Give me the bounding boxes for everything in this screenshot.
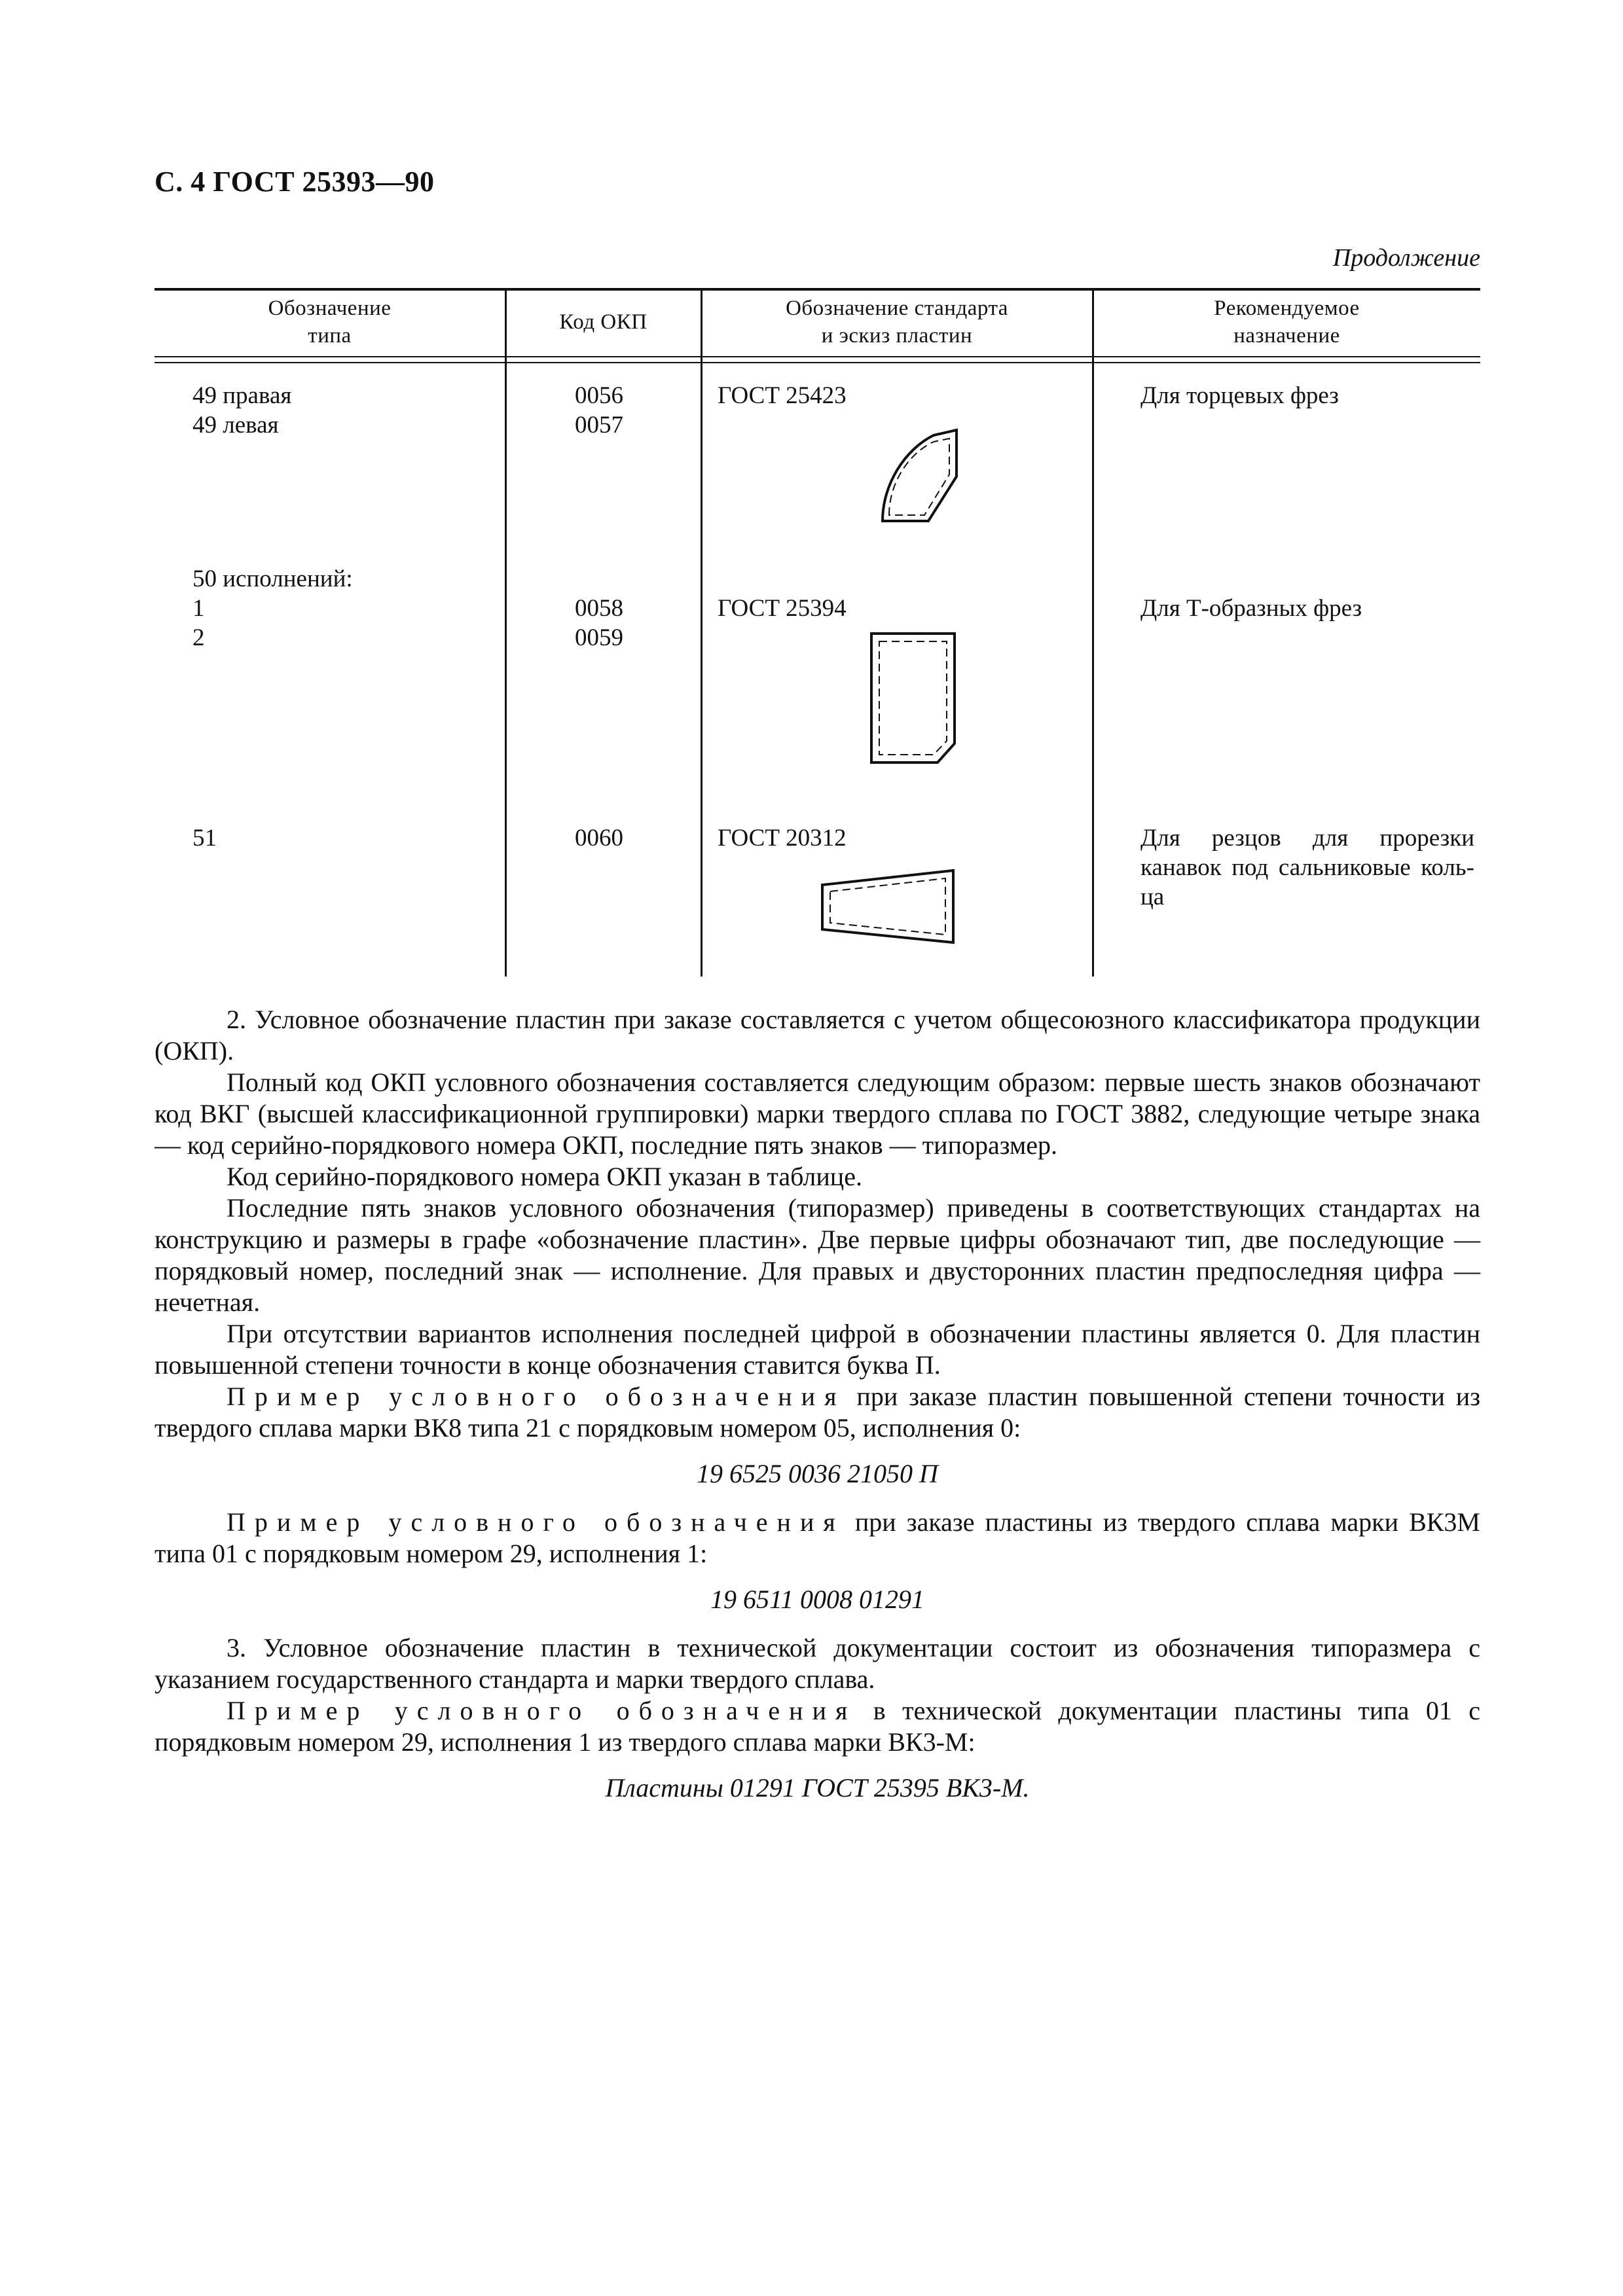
insert-types-table <box>155 288 1480 977</box>
paragraph: 2. Условное обозначение пластин при заказе составляется с учетом общесоюзного классификатора продукции (ОКП). <box>155 1005 1480 1066</box>
table-row-okp: 0058 0059 <box>575 595 623 651</box>
column-header-type: Обозначение типа <box>268 296 392 348</box>
example-text: при заказе пластин повышенной степени точности из твердого сплава марки ВК8 типа 21 с порядковым номером 05, исполнения 0: <box>155 1382 1481 1443</box>
example-paragraph <box>155 1507 1480 1570</box>
trapezoid-insert-sketch <box>816 864 973 949</box>
example-label: Пример условного обозначения <box>227 1507 845 1537</box>
page-header: С. 4 ГОСТ 25393—90 <box>155 166 435 198</box>
column-header-standard: Обозначение стандарта и эскиз пластин <box>786 296 1008 348</box>
document-body <box>155 1004 1480 1821</box>
table-row-standard: ГОСТ 20312 <box>718 825 847 852</box>
table-row-standard: ГОСТ 25423 <box>718 382 847 409</box>
rectangular-insert-sketch <box>842 628 960 779</box>
arc-insert-sketch <box>842 422 960 553</box>
paragraph: Последние пять знаков условного обозначения (типоразмер) приведены в соответствующих стандартах на конструкцию и размеры в графе «обозначение пластин». Две первые цифры обозначают тип, две последующие — порядковый номер, последний знак — исполнение. Для правых и двусторонних пластин предпоследняя цифра — нечетная. <box>155 1193 1480 1317</box>
table-row-type: 49 правая 49 левая <box>192 382 292 439</box>
column-divider <box>701 288 702 977</box>
table-header-rule-double <box>155 362 1480 363</box>
designation-example: 19 6511 0008 01291 <box>710 1585 925 1614</box>
example-text: в технической документации пластины типа 01 с порядковым номером 29, исполнения 1 из твердого сплава марки ВК3-М: <box>155 1696 1480 1757</box>
table-row-purpose: Для Т-образных фрез <box>1140 595 1362 622</box>
table-row-standard: ГОСТ 25394 <box>718 595 847 622</box>
column-header-okp: Код ОКП <box>559 310 647 334</box>
designation-example: 19 6525 0036 21050 П <box>697 1459 938 1488</box>
paragraph: Полный код ОКП условного обозначения составляется следующим образом: первые шесть знаков обозначают код ВКГ (высшей классификационной группировки) марки твердого сплава по ГОСТ 3882, следующие четыре знака — код серийно-порядкового номера ОКП, последние пять знаков — типоразмер. <box>155 1067 1480 1160</box>
continuation-label: Продолжение <box>1332 244 1480 272</box>
example-label: Пример условного обозначения <box>227 1696 857 1725</box>
table-row-okp: 0060 <box>575 825 623 852</box>
table-row-type: 51 <box>192 825 217 852</box>
table-row-purpose: Для торцевых фрез <box>1140 382 1339 409</box>
paragraph: При отсутствии вариантов исполнения последней цифрой в обозначении пластины является 0. Для пластин повышенной степени точности в конце обозначения ставится буква П. <box>155 1319 1480 1380</box>
table-row-type: 50 исполнений: 1 2 <box>192 565 353 651</box>
paragraph: 3. Условное обозначение пластин в технической документации состоит из обозначения типоразмера с указанием государственного стандарта и марки твердого сплава. <box>155 1633 1480 1694</box>
column-header-purpose: Рекомендуемое назначение <box>1214 296 1360 348</box>
example-paragraph <box>155 1381 1480 1444</box>
example-text: при заказе пластины из твердого сплава марки ВК3М типа 01 с порядковым номером 29, исполнения 1: <box>155 1507 1481 1568</box>
table-header-rule <box>155 356 1480 357</box>
example-paragraph <box>155 1695 1480 1758</box>
column-divider <box>505 288 507 977</box>
table-row-okp: 0056 0057 <box>575 382 623 439</box>
example-label: Пример условного обозначения <box>227 1382 846 1411</box>
table-row-purpose: Для резцов для прорезки канавок под сальниковые коль-ца <box>1140 825 1474 910</box>
designation-example: Пластины 01291 ГОСТ 25395 ВК3-М. <box>605 1773 1030 1803</box>
paragraph: Код серийно-порядкового номера ОКП указан в таблице. <box>227 1162 862 1191</box>
column-divider <box>1092 288 1094 977</box>
